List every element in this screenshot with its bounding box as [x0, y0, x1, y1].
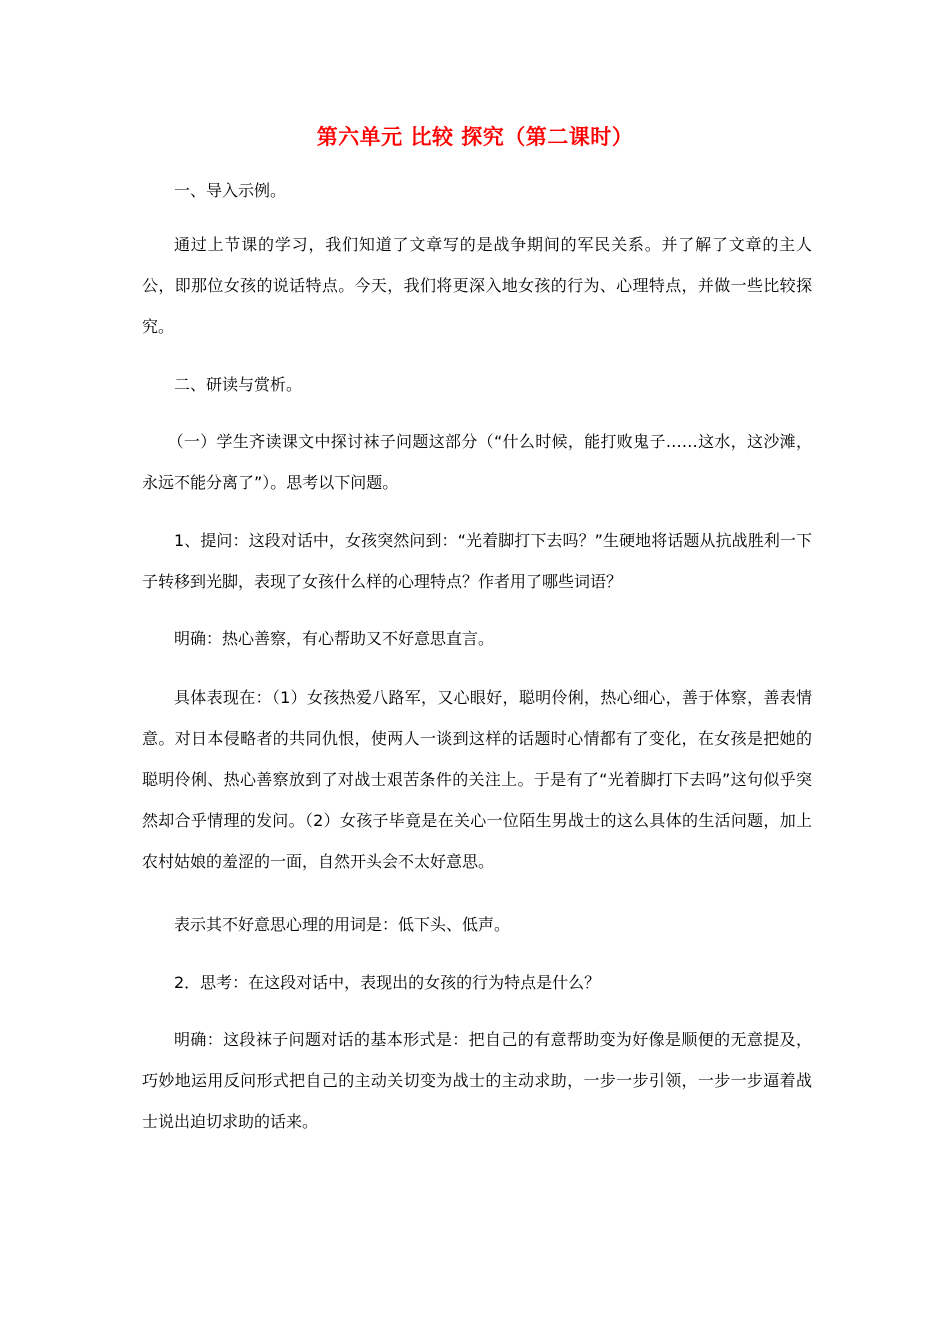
paragraph-wording: 表示其不好意思心理的用词是：低下头、低声。 — [174, 915, 511, 934]
paragraph-details: 具体表现在：（1）女孩热爱八路军，又心眼好，聪明伶俐，热心细心，善于体察，善表情意。对日本侵略者的共同仇恨，使两人一谈到这样的话题时心情都有了变化，在女孩是把她的聪明伶俐、热心善察放到了对战士艰苦条件的关注上。于是有了“光着脚打下去吗”这句似乎突然却合乎情理的发问。（2）女孩子毕竟是在关心一位陌生男战士的这么具体的生活问题，加上农村姑娘的羞涩的一面，自然开头会不太好意思。 — [142, 688, 812, 871]
paragraph-answer-two: 明确：这段袜子问题对话的基本形式是：把自己的有意帮助变为好像是顺便的无意提及，巧妙地运用反问形式把自己的主动关切变为战士的主动求助，一步一步引领，一步一步逼着战士说出迫切求助的话来。 — [142, 1030, 812, 1131]
section-heading-intro: 一、导入示例。 — [174, 181, 287, 200]
paragraph-question-one: 1、提问：这段对话中，女孩突然问到：“光着脚打下去吗？”生硬地将话题从抗战胜利一下子转移到光脚，表现了女孩什么样的心理特点？作者用了哪些词语？ — [142, 531, 812, 591]
paragraph-question-two: 2．思考：在这段对话中，表现出的女孩的行为特点是什么？ — [174, 973, 601, 992]
paragraph-subsection-one: （一）学生齐读课文中探讨袜子问题这部分（“什么时候，能打败鬼子……这水，这沙滩，永远不能分离了”）。思考以下问题。 — [142, 432, 812, 492]
paragraph-answer-one: 明确：热心善察，有心帮助又不好意思直言。 — [174, 629, 495, 648]
section-heading-study: 二、研读与赏析。 — [174, 375, 303, 394]
document-title: 第六单元 比较 探究（第二课时） — [316, 125, 634, 149]
paragraph-intro-text: 通过上节课的学习，我们知道了文章写的是战争期间的军民关系。并了解了文章的主人公，即那位女孩的说话特点。今天，我们将更深入地女孩的行为、心理特点，并做一些比较探究。 — [142, 235, 812, 336]
